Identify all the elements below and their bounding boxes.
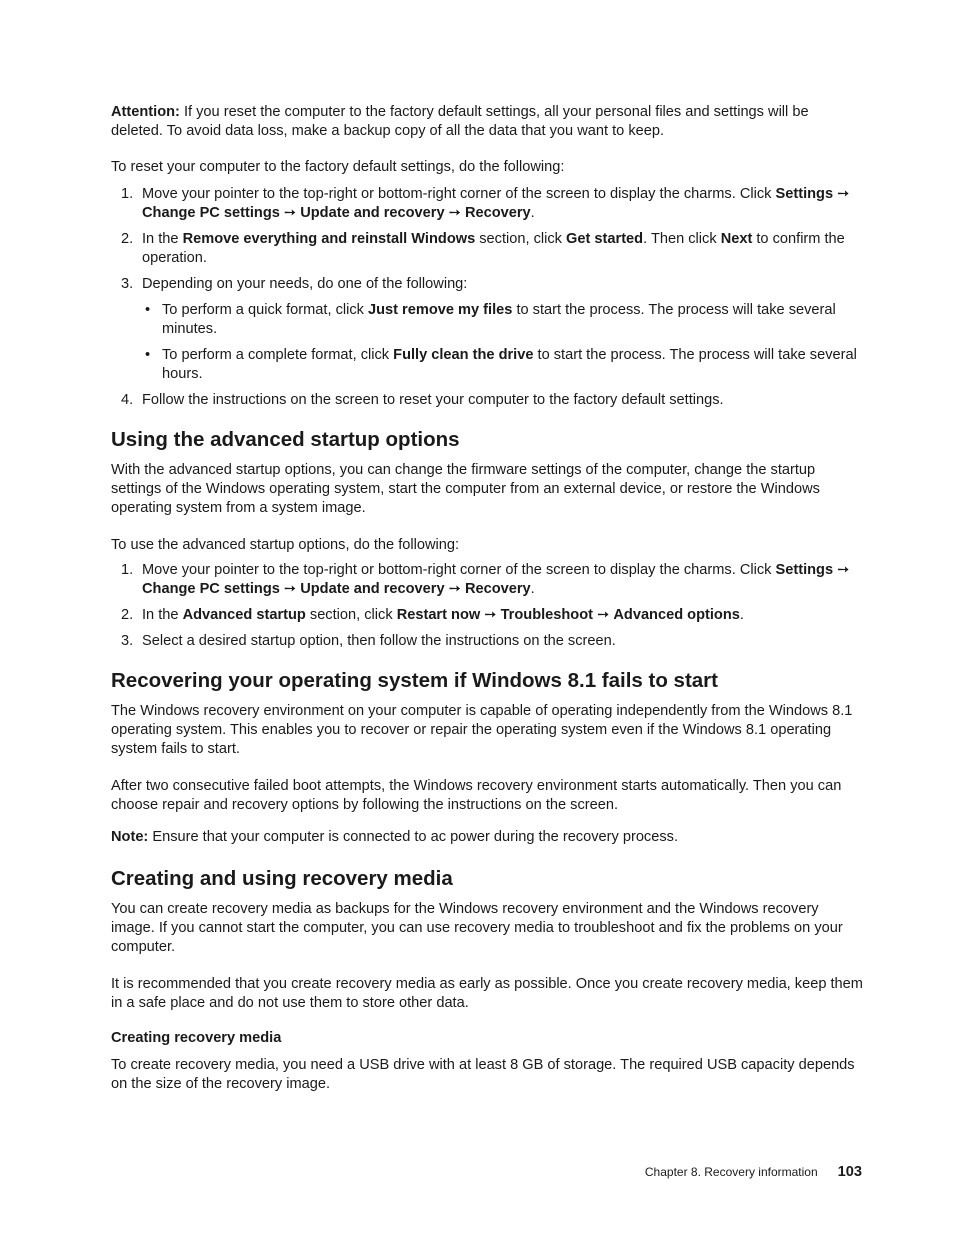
attention-label: Attention:: [111, 104, 180, 120]
advanced-step-2: 2. In the Advanced startup section, click Restart now ➙ Troubleshoot ➙ Advanced options.: [121, 607, 744, 623]
arrow-icon: ➙: [448, 581, 461, 597]
step-number: 2.: [121, 231, 134, 247]
bullet-icon: •: [145, 347, 151, 363]
bullet-icon: •: [145, 302, 151, 318]
advanced-step-1: 1. Move your pointer to the top-right or bottom-right corner of the screen to display the charms. Click Settings ➙ Change PC settings ➙ Update and recovery ➙ Recovery.: [121, 562, 850, 597]
note-label: Note:: [111, 829, 149, 845]
advanced-startup-intro: To use the advanced startup options, do the following:: [111, 537, 460, 553]
reset-steps-list: [111, 185, 863, 410]
reset-step-1: 1. Move your pointer to the top-right or bottom-right corner of the screen to display the charms. Click Settings ➙ Change PC settings ➙ Update and recovery ➙ Recovery.: [121, 186, 850, 221]
page-number: 103: [837, 1164, 862, 1180]
arrow-icon: ➙: [837, 186, 850, 202]
reset-step-3: 3. Depending on your needs, do one of the following: • To perform a quick format, click Just remove my files to start the process. The process will take several minutes. • To perform a complete format, click Fully clean the drive to start the process. The process will take several hours.: [111, 275, 863, 384]
page-footer: [645, 1164, 862, 1180]
advanced-step-3: 3. Select a desired startup option, then follow the instructions on the screen.: [121, 633, 616, 649]
complete-format-item: • To perform a complete format, click Fully clean the drive to start the process. The process will take several hours.: [145, 347, 857, 382]
reset-step-4: 4. Follow the instructions on the screen to reset your computer to the factory default settings.: [121, 392, 724, 408]
recovering-heading: Recovering your operating system if Windows 8.1 fails to start: [111, 669, 718, 692]
arrow-icon: ➙: [597, 607, 610, 623]
arrow-icon: ➙: [283, 205, 297, 221]
creating-recovery-media-subheading: Creating recovery media: [111, 1030, 282, 1046]
footer-chapter: Chapter 8. Recovery information: [644, 1165, 818, 1179]
note-paragraph: [111, 828, 863, 847]
step-number: 3.: [121, 276, 134, 292]
arrow-icon: ➙: [283, 581, 297, 597]
step-number: 3.: [121, 633, 134, 649]
arrow-icon: ➙: [837, 562, 850, 578]
attention-paragraph: [111, 103, 863, 141]
step-number: 1.: [121, 186, 134, 202]
arrow-icon: ➙: [448, 205, 461, 221]
recovery-media-paragraph-3: To create recovery media, you need a USB drive with at least 8 GB of storage. The required USB capacity depends on the size of the recovery image.: [111, 1057, 855, 1092]
attention-text: If you reset the computer to the factory default settings, all your personal files and settings will be deleted. To avoid data loss, make a backup copy of all the data that you want to keep.: [111, 104, 809, 139]
step-number: 1.: [121, 562, 134, 578]
recovering-paragraph-2: After two consecutive failed boot attempts, the Windows recovery environment starts automatically. Then you can choose repair and recovery options by following the instructions on the screen.: [111, 778, 842, 813]
note-text: Ensure that your computer is connected to ac power during the recovery process.: [148, 829, 678, 845]
reset-step-2: 2. In the Remove everything and reinstall Windows section, click Get started. Then click Next to confirm the operation.: [121, 231, 845, 266]
recovery-media-paragraph-1: You can create recovery media as backups for the Windows recovery environment and the Windows recovery image. If you cannot start the computer, you can use recovery media to troubleshoot and fix the problems on your computer.: [111, 901, 843, 955]
recovery-media-heading: Creating and using recovery media: [111, 867, 453, 890]
recovery-media-paragraph-2: It is recommended that you create recovery media as early as possible. Once you create recovery media, keep them in a safe place and do not use them to store other data.: [111, 976, 863, 1011]
document-page: [111, 103, 863, 1094]
advanced-steps-list: [111, 561, 863, 651]
step-number: 2.: [121, 607, 134, 623]
arrow-icon: ➙: [484, 607, 497, 623]
advanced-startup-heading: Using the advanced startup options: [111, 428, 460, 451]
format-options-list: [142, 301, 863, 384]
advanced-startup-paragraph: With the advanced startup options, you can change the firmware settings of the computer, change the startup settings of the Windows operating system, start the computer from an external device, or restore the Windows operating system from a system image.: [111, 462, 820, 516]
reset-intro: To reset your computer to the factory default settings, do the following:: [111, 159, 565, 175]
step-number: 4.: [121, 392, 134, 408]
recovering-paragraph-1: The Windows recovery environment on your computer is capable of operating independently from the Windows 8.1 operating system. This enables you to recover or repair the operating system even if the Windows 8.1 operating system fails to start.: [111, 703, 853, 757]
quick-format-item: • To perform a quick format, click Just remove my files to start the process. The process will take several minutes.: [145, 302, 836, 337]
